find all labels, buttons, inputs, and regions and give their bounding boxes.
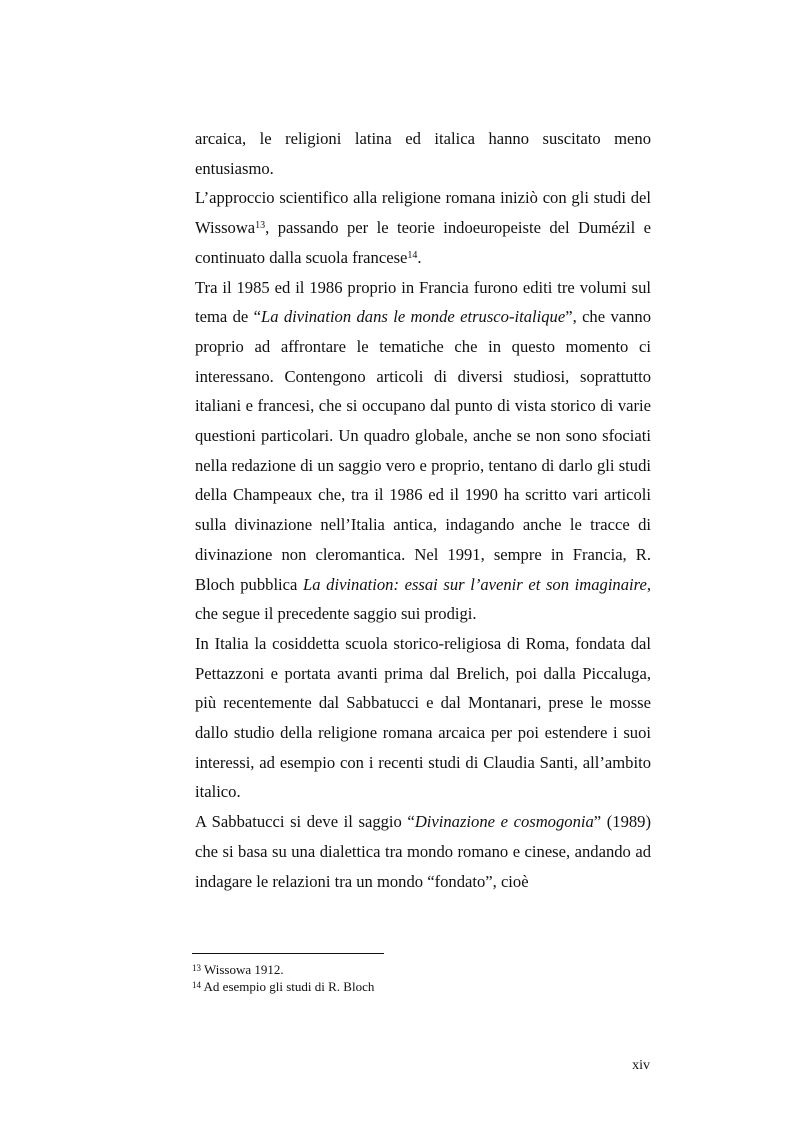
paragraph-2 <box>195 183 651 272</box>
footnote-14-text: Ad esempio gli studi di R. Bloch <box>201 979 375 994</box>
paragraph-2-text-a: L’approccio scientifico alla religione romana iniziò con gli studi del Wissowa <box>195 188 651 238</box>
paragraph-5-text-b: ” (1989) che si basa su una dialettica tra mondo romano e cinese, andando ad indagare le relazioni tra un mondo “fondato”, cioè <box>195 812 651 891</box>
footnote-ref-14[interactable]: 14 <box>407 249 418 261</box>
paragraph-1-text: arcaica, le religioni latina ed italica hanno suscitato meno entusiasmo. <box>195 129 651 178</box>
body-text <box>195 124 651 896</box>
paragraph-1 <box>195 124 651 183</box>
paragraph-3-text-c: , che segue il precedente saggio sui prodigi. <box>195 574 651 624</box>
italic-title-bloch-divination: La divination: essai sur l’avenir et son imaginaire <box>303 574 647 594</box>
footnotes <box>192 961 652 995</box>
paragraph-5-text-a: A Sabbatucci si deve il saggio “ <box>195 812 415 832</box>
italic-title-divination-etrusco-italique: La divination dans le monde etrusco-italique <box>260 307 566 327</box>
paragraph-4-text: In Italia la cosiddetta scuola storico-religiosa di Roma, fondata dal Pettazzoni e portata avanti prima dal Brelich, poi dalla Piccaluga, più recentemente dal Sabbatucci e dal Montanari, prese le mosse dallo studio della religione romana arcaica per poi estendere i suoi interessi, ad esempio con i recenti studi di Claudia Santi, all’ambito italico. <box>195 633 651 802</box>
paragraph-2-text-b: , passando per le teorie indoeuropeiste del Dumézil e continuato dalla scuola francese <box>195 218 651 267</box>
footnote-13-number: 13 <box>192 963 201 973</box>
paragraph-5 <box>195 807 651 896</box>
paragraph-2-text-c: . <box>417 247 422 267</box>
footnote-13 <box>192 961 652 978</box>
paragraph-3 <box>195 273 651 629</box>
paragraph-3-text-a: Tra il 1985 ed il 1986 proprio in Francia furono editi tre volumi sul tema de “ <box>195 277 651 327</box>
paragraph-4 <box>195 629 651 807</box>
footnote-ref-13[interactable]: 13 <box>255 220 266 232</box>
footnote-14-number: 14 <box>192 980 201 990</box>
footnote-13-text: Wissowa 1912. <box>201 962 284 977</box>
paragraph-3-text-b: ”, che vanno proprio ad affrontare le tematiche che in questo momento ci interessano. Contengono articoli di diversi studiosi, soprattutto italiani e francesi, che si occupano dal punto di vista storico di varie questioni particolari. Un quadro globale, anche se non sono sfociati nella redazione di un saggio vero e proprio, tentano di darlo gli studi della Champeaux che, tra il 1986 ed il 1990 ha scritto vari articoli sulla divinazione nell’Italia antica, indagando anche le tracce di divinazione non cleromantica. Nel 1991, sempre in Francia, R. Bloch pubblica <box>195 307 651 594</box>
italic-title-divinazione-cosmogonia: Divinazione e cosmogonia <box>414 812 594 832</box>
footnote-separator <box>192 953 384 954</box>
page-number: xiv <box>632 1058 650 1073</box>
footnote-14 <box>192 978 652 995</box>
